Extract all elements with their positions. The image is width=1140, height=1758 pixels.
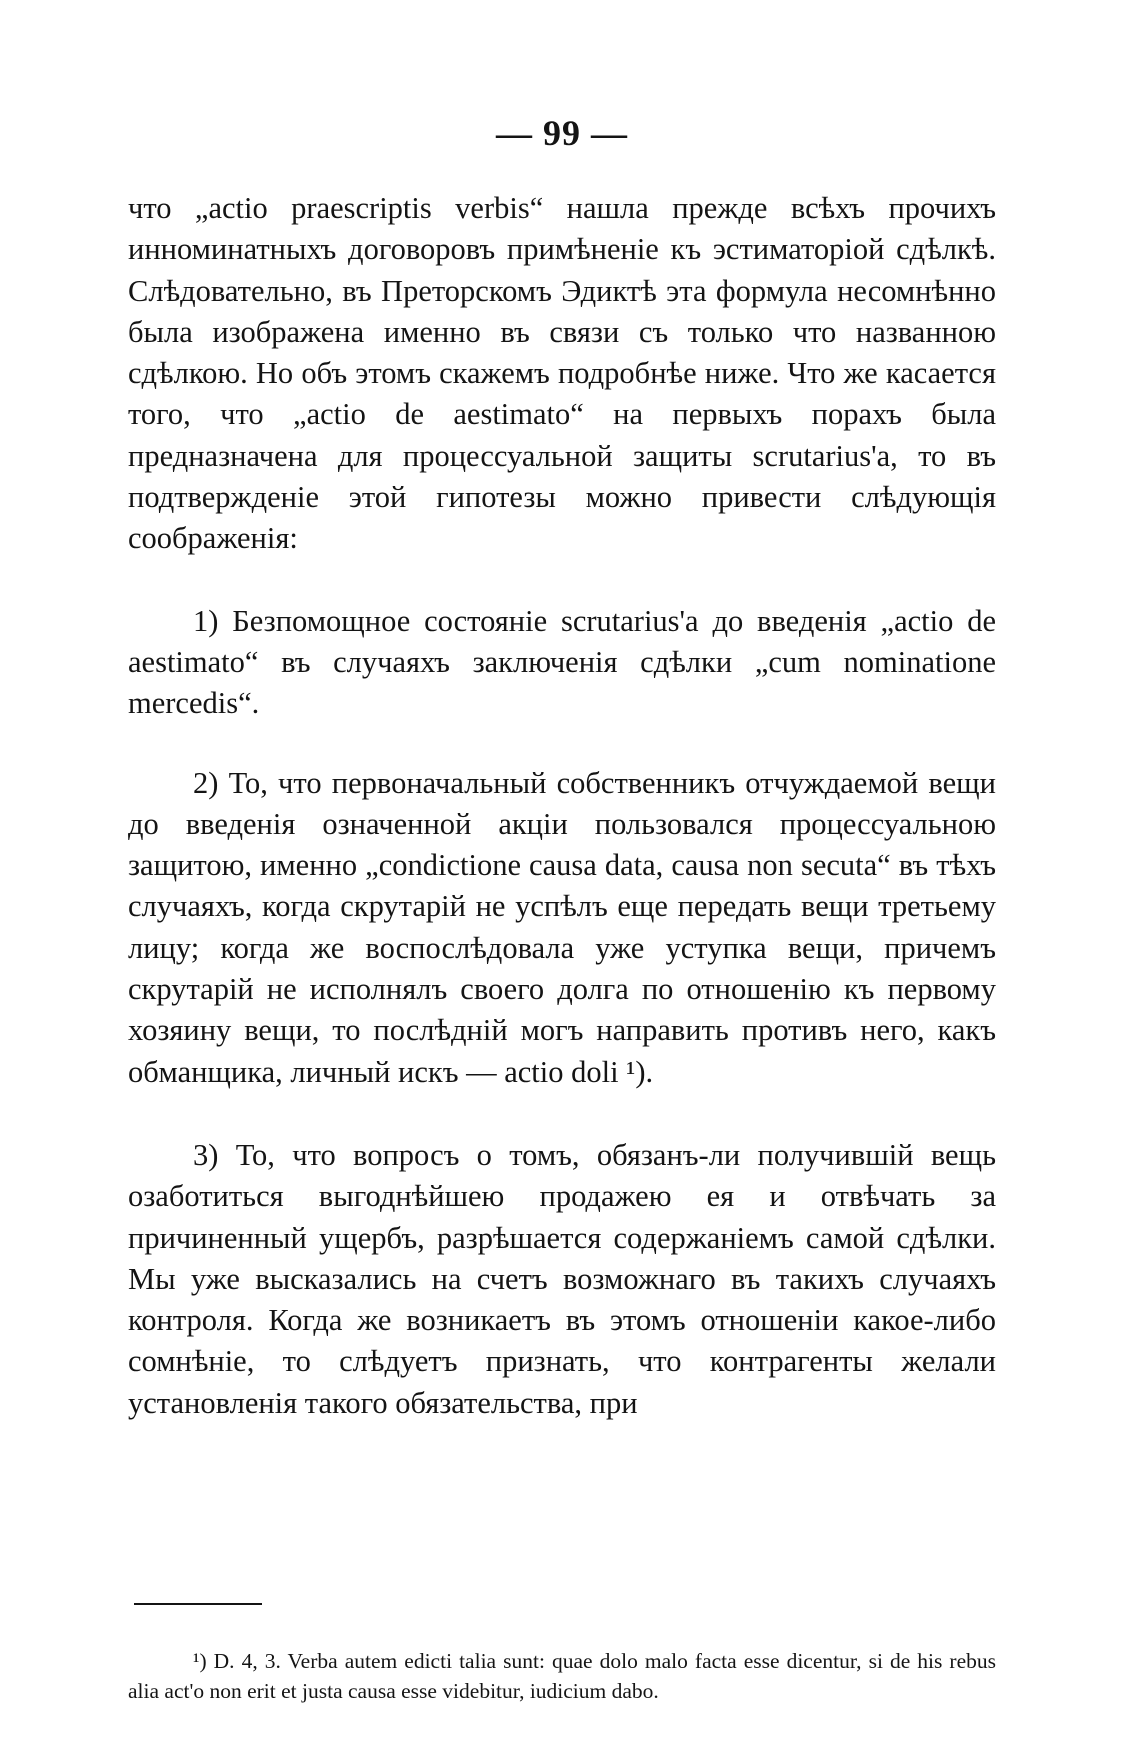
paragraph-3: 2) То, что первоначальный собственникъ отчуждаемой вещи до введенія означенной акціи пользовался процессуальною защитою, именно „condictione causa data, causa non secuta“ въ тѣхъ случаяхъ, когда скрутарій не успѣлъ еще передать вещи третьему лицу; когда же воспослѣдовала уже уступка вещи, причемъ скрутарій не исполнялъ своего долга по отношенію къ первому хозяину вещи, то послѣдній могъ направить противъ него, какъ обманщика, личный искъ — actio doli ¹).	[128, 765, 996, 1089]
book-page	[128, 0, 996, 1758]
paragraph-1: что „actio praescriptis verbis“ нашла прежде всѣхъ прочихъ инноминатныхъ договоровъ примѣненіе къ эстиматоріой сдѣлкѣ. Слѣдовательно, въ Преторскомъ Эдиктѣ эта формула несомнѣнно была изображена именно въ связи съ только что названною сдѣлкою. Но объ этомъ скажемъ подробнѣе ниже. Что же касается того, что „actio de aestimato“ на первыхъ порахъ была предназначена для процессуальной защиты scrutarius'a, то въ подтвержденіе этой гипотезы можно привести слѣдующія соображенія:	[128, 191, 996, 556]
paragraph-4: 3) То, что вопросъ о томъ, обязанъ-ли получившій вещь озаботиться выгоднѣйшею продажею ея и отвѣчать за причиненный ущербъ, разрѣшается содержаніемъ самой сдѣлки. Мы уже высказались на счетъ возможнаго въ такихъ случаяхъ контроля. Когда же возникаетъ въ этомъ отношеніи какое-либо сомнѣніе, то слѣдуетъ признать, что контрагенты желали установленія такого обязательства, при	[128, 1137, 996, 1420]
footnote-divider	[134, 1603, 262, 1605]
page-number: — 99 —	[496, 113, 628, 153]
footnote: ¹) D. 4, 3. Verba autem edicti talia sunt: quae dolo malo facta esse dicentur, si de his rebus alia act'o non erit et justa causa esse videbitur, iudicium dabo.	[128, 1649, 996, 1703]
body-text	[128, 188, 996, 1424]
paragraph-2: 1) Безпомощное состояніе scrutarius'a до введенія „actio de aestimato“ въ случаяхъ заключенія сдѣлки „cum nominatione mercedis“.	[128, 603, 996, 721]
